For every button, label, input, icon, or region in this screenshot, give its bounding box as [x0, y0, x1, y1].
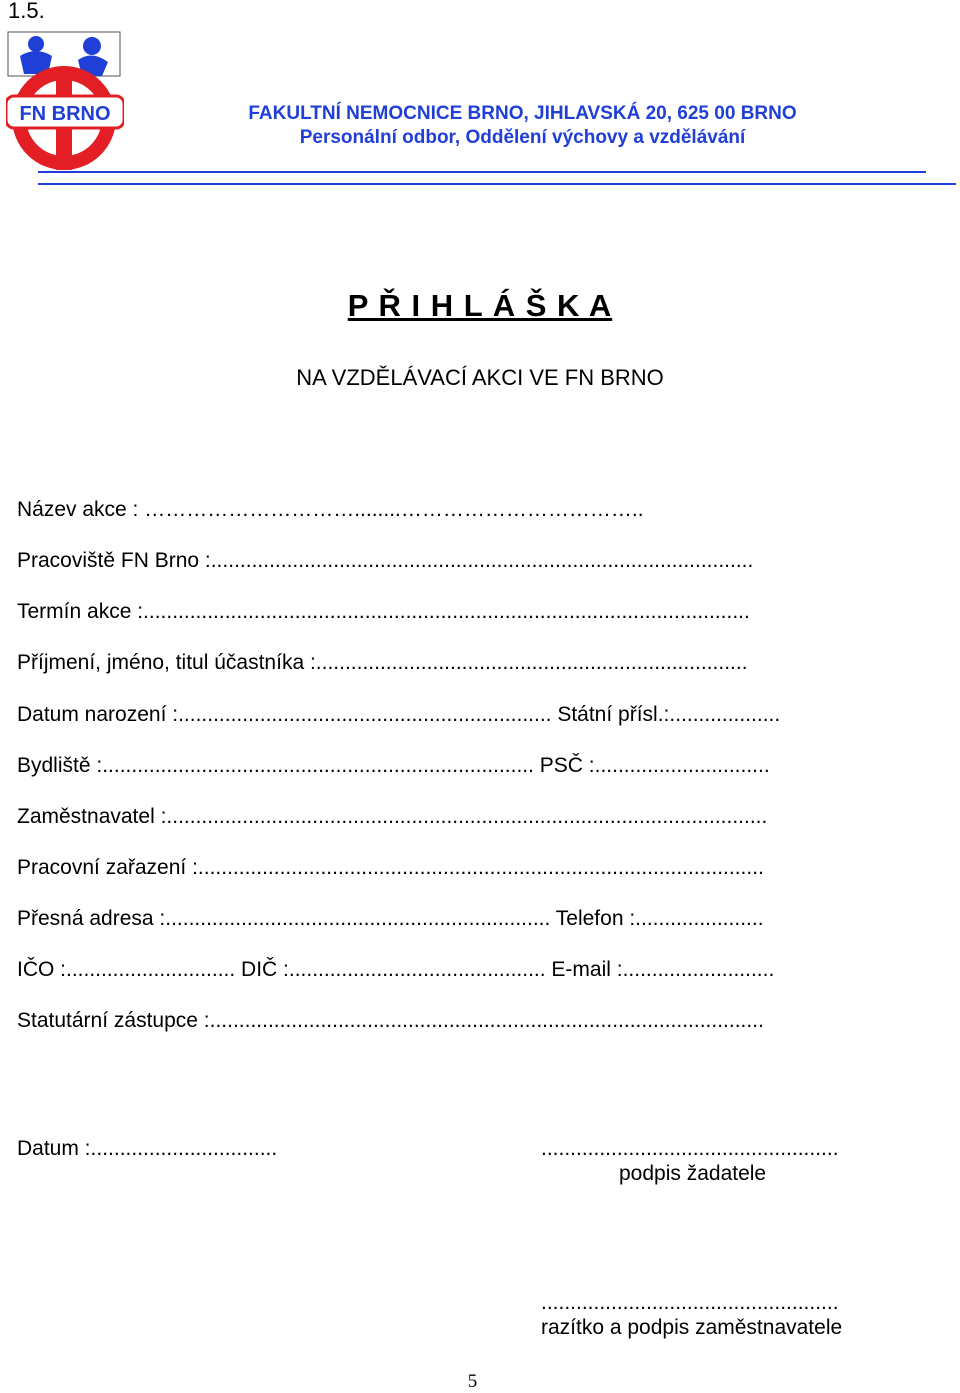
field-ico-dic-email: IČO :............................. DIČ :............................................ E-mail :.......................... [17, 958, 775, 981]
header-rule-1 [38, 171, 926, 173]
field-event-name: Název akce : …………………………........…………………………….. [17, 498, 644, 521]
header-line-2: Personální odbor, Oddělení výchovy a vzdělávání [299, 127, 746, 148]
logo-text: FN BRNO [19, 103, 111, 125]
field-employer: Zaměstnavatel :....................................................................................................... [17, 805, 768, 828]
field-workplace: Pracoviště FN Brno :............................................................................................. [17, 549, 754, 572]
field-birth-date-citizenship: Datum narození :................................................................ Státní přísl.:................... [17, 703, 781, 726]
field-residence-postcode: Bydliště :.......................................................................... PSČ :.............................. [17, 754, 770, 777]
field-date: Datum :................................ [17, 1137, 278, 1160]
fn-brno-logo [6, 30, 124, 172]
form-subtitle: NA VZDĚLÁVACÍ AKCI VE FN BRNO [296, 365, 664, 390]
header-rule-2 [38, 183, 956, 185]
field-statutory-representative: Statutární zástupce :............................................................................................... [17, 1009, 764, 1032]
signature-employer-label: razítko a podpis zaměstnavatele [541, 1316, 843, 1339]
field-participant-name: Příjmení, jméno, titul účastníka :.......................................................................... [17, 651, 748, 674]
section-number: 1.5. [8, 0, 45, 23]
field-event-date: Termín akce :........................................................................................................ [17, 600, 750, 623]
page-number: 5 [467, 1371, 478, 1392]
form-title: P Ř I H L Á Š K A [347, 288, 613, 323]
field-address-phone: Přesná adresa :.................................................................. Telefon :...................... [17, 907, 764, 930]
signature-applicant-label: podpis žadatele [619, 1162, 767, 1185]
header-line-1: FAKULTNÍ NEMOCNICE BRNO, JIHLAVSKÁ 20, 625 00 BRNO [248, 103, 797, 124]
signature-applicant-line: ................................................... [541, 1137, 839, 1160]
field-job-position: Pracovní zařazení :................................................................................................. [17, 856, 764, 879]
signature-employer-line: ................................................... [541, 1291, 839, 1314]
